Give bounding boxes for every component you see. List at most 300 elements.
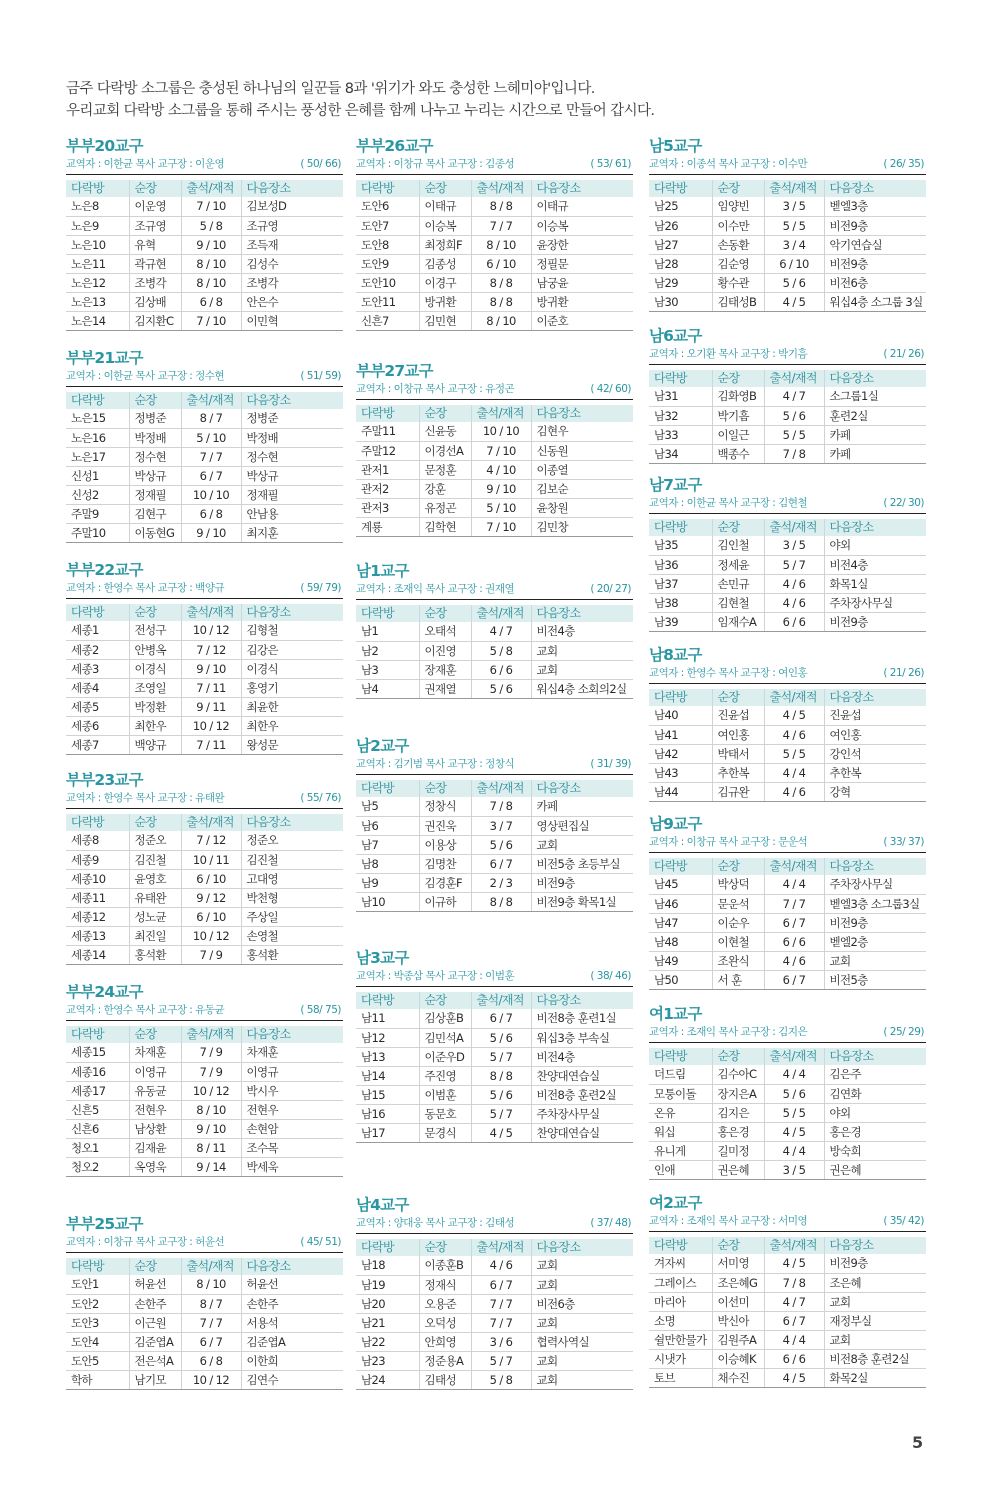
intro-text (66, 78, 946, 122)
cell-leader: 최진일 (129, 926, 181, 945)
district-block (649, 475, 926, 632)
column-header: 다음장소 (824, 519, 926, 536)
cell-attendance: 7 / 9 (181, 1062, 241, 1081)
cell-darakbang: 세종14 (66, 945, 129, 964)
cell-darakbang: 노은8 (66, 197, 129, 216)
column-header: 다음장소 (241, 814, 343, 831)
cell-darakbang: 인애 (649, 1160, 712, 1179)
cell-darakbang: 남30 (649, 292, 712, 311)
table-row (66, 907, 343, 926)
cell-next-place: 강혁 (824, 782, 926, 801)
cell-attendance: 6 / 7 (471, 1275, 531, 1294)
district-staff: 교역자 : 한영수 목사 교구장 : 여인홍 (649, 667, 808, 679)
district-block (356, 948, 633, 1143)
column-header: 다음장소 (531, 405, 633, 422)
table-row (66, 621, 343, 640)
cell-darakbang: 남28 (649, 254, 712, 273)
cell-attendance: 10 / 12 (181, 926, 241, 945)
cell-attendance: 2 / 3 (471, 873, 531, 892)
cell-leader: 백양규 (129, 735, 181, 754)
cell-leader: 김지은 (712, 1103, 764, 1122)
cell-attendance: 7 / 8 (764, 444, 824, 463)
cell-leader: 김화영B (712, 387, 764, 406)
table-row (649, 235, 926, 254)
column-header: 출석/재적 (471, 405, 531, 422)
cell-attendance: 6 / 10 (471, 254, 531, 273)
district-block (649, 136, 926, 312)
cell-attendance: 5 / 7 (471, 1351, 531, 1370)
table-row (66, 716, 343, 735)
table-row (356, 235, 633, 254)
cell-darakbang: 도안4 (66, 1332, 129, 1351)
table-row (66, 311, 343, 330)
table-row (356, 460, 633, 479)
district-info (66, 580, 343, 599)
cell-leader: 박상덕 (712, 875, 764, 894)
column-header: 출석/재적 (471, 1239, 531, 1256)
cell-attendance: 10 / 10 (181, 485, 241, 504)
cell-darakbang: 세종10 (66, 869, 129, 888)
cell-darakbang: 노은10 (66, 235, 129, 254)
district-attendance-total: ( 33/ 37) (883, 836, 924, 848)
cell-leader: 김태성 (419, 1370, 471, 1389)
table-row (356, 873, 633, 892)
cell-darakbang: 도안5 (66, 1351, 129, 1370)
district-attendance-total: ( 45/ 51) (300, 1236, 341, 1248)
cell-attendance: 10 / 12 (181, 1370, 241, 1389)
cell-leader: 정수현 (129, 447, 181, 466)
table-row (66, 254, 343, 273)
table-row (356, 1313, 633, 1332)
cell-darakbang: 남27 (649, 235, 712, 254)
cell-darakbang: 남32 (649, 406, 712, 425)
cell-darakbang: 신흔5 (66, 1100, 129, 1119)
cell-leader: 김민현 (419, 311, 471, 330)
district-staff: 교역자 : 이한균 목사 교구장 : 이운영 (66, 158, 225, 170)
cell-attendance: 8 / 10 (181, 254, 241, 273)
cell-leader: 안병옥 (129, 640, 181, 659)
cell-attendance: 8 / 8 (471, 292, 531, 311)
table-row (356, 1275, 633, 1294)
column-header: 순장 (712, 519, 764, 536)
district-attendance-total: ( 35/ 42) (883, 1215, 924, 1227)
cell-darakbang: 겨자씨 (649, 1254, 712, 1273)
cell-leader: 길미정 (712, 1141, 764, 1160)
cell-attendance: 7 / 11 (181, 735, 241, 754)
column-header: 순장 (129, 1026, 181, 1043)
cell-darakbang: 계룡 (356, 517, 419, 536)
cell-darakbang: 세종13 (66, 926, 129, 945)
table-row (66, 659, 343, 678)
table-row (66, 235, 343, 254)
cell-darakbang: 남16 (356, 1104, 419, 1123)
column-header: 다음장소 (241, 180, 343, 197)
cell-next-place: 비전9층 (824, 254, 926, 273)
district-title: 부부23교구 (66, 771, 143, 789)
cell-darakbang: 남18 (356, 1256, 419, 1275)
column-header: 순장 (419, 405, 471, 422)
district-block (649, 1193, 926, 1388)
table-row (66, 945, 343, 964)
column-header: 다락방 (66, 814, 129, 831)
cell-next-place: 안남용 (241, 504, 343, 523)
table-row (66, 1332, 343, 1351)
table-row (649, 254, 926, 273)
column-header: 다락방 (649, 1048, 712, 1065)
column-header: 순장 (419, 780, 471, 797)
table-row (649, 387, 926, 406)
cell-leader: 문운석 (712, 894, 764, 913)
table-row (649, 406, 926, 425)
district-table (649, 519, 926, 632)
table-row (649, 932, 926, 951)
column-header: 다락방 (649, 519, 712, 536)
cell-leader: 정창식 (419, 797, 471, 816)
cell-leader: 동문호 (419, 1104, 471, 1123)
cell-next-place: 김준엽A (241, 1332, 343, 1351)
table-row (66, 1351, 343, 1370)
district-info (649, 665, 926, 684)
cell-leader: 김현구 (129, 504, 181, 523)
cell-next-place: 남궁윤 (531, 273, 633, 292)
cell-leader: 조은혜G (712, 1273, 764, 1292)
cell-darakbang: 학하 (66, 1370, 129, 1389)
cell-leader: 이진영 (419, 641, 471, 660)
column-header: 다락방 (356, 780, 419, 797)
table-row (649, 444, 926, 463)
cell-darakbang: 노은15 (66, 409, 129, 428)
cell-attendance: 4 / 6 (764, 593, 824, 612)
cell-attendance: 8 / 10 (471, 235, 531, 254)
cell-next-place: 비전9층 확목1실 (531, 892, 633, 911)
cell-attendance: 5 / 7 (471, 1047, 531, 1066)
cell-next-place: 교회 (531, 660, 633, 679)
cell-next-place: 비전9층 (824, 1254, 926, 1273)
cell-attendance: 6 / 7 (471, 854, 531, 873)
cell-leader: 성노균 (129, 907, 181, 926)
district-block (356, 561, 633, 699)
district-staff: 교역자 : 이한균 목사 교구장 : 김현철 (649, 497, 808, 509)
column-header: 출석/재적 (181, 392, 241, 409)
cell-leader: 김인철 (712, 536, 764, 555)
cell-next-place: 조은혜 (824, 1273, 926, 1292)
cell-next-place: 비전9층 (824, 612, 926, 631)
table-row (649, 744, 926, 763)
cell-darakbang: 남8 (356, 854, 419, 873)
cell-next-place: 협력사역실 (531, 1332, 633, 1351)
table-row (356, 441, 633, 460)
cell-leader: 홍은경 (712, 1122, 764, 1141)
table-row (356, 660, 633, 679)
table-row (66, 735, 343, 754)
cell-next-place: 주차장사무실 (824, 875, 926, 894)
column-header: 다음장소 (824, 858, 926, 875)
cell-darakbang: 마리아 (649, 1292, 712, 1311)
cell-attendance: 5 / 8 (471, 1370, 531, 1389)
district-block (649, 645, 926, 802)
cell-darakbang: 남38 (649, 593, 712, 612)
cell-attendance: 9 / 14 (181, 1157, 241, 1176)
cell-next-place: 김은주 (824, 1065, 926, 1084)
table-row (356, 816, 633, 835)
district-block (66, 560, 343, 755)
cell-next-place: 이태규 (531, 197, 633, 216)
cell-attendance: 6 / 6 (764, 932, 824, 951)
cell-darakbang: 남3 (356, 660, 419, 679)
column-header: 순장 (712, 1048, 764, 1065)
column-header: 순장 (712, 858, 764, 875)
table-header-row (356, 405, 633, 422)
table-header-row (66, 1258, 343, 1275)
cell-next-place: 안은수 (241, 292, 343, 311)
cell-leader: 김순영 (712, 254, 764, 273)
cell-leader: 조병각 (129, 273, 181, 292)
table-row (649, 1065, 926, 1084)
district-attendance-total: ( 51/ 59) (300, 370, 341, 382)
table-row (66, 292, 343, 311)
district-title: 부부21교구 (66, 349, 143, 367)
table-row (649, 1103, 926, 1122)
table-row (66, 697, 343, 716)
table-header-row (649, 180, 926, 197)
table-row (356, 622, 633, 641)
cell-darakbang: 남10 (356, 892, 419, 911)
cell-leader: 진윤섭 (712, 706, 764, 725)
table-row (649, 763, 926, 782)
cell-next-place: 김민창 (531, 517, 633, 536)
cell-next-place: 비전9층 (531, 873, 633, 892)
column-header: 순장 (129, 814, 181, 831)
column-header: 출석/재적 (471, 605, 531, 622)
district-block (66, 770, 343, 965)
cell-attendance: 3 / 5 (764, 536, 824, 555)
cell-darakbang: 남36 (649, 555, 712, 574)
table-row (66, 1100, 343, 1119)
district-title: 남9교구 (649, 815, 702, 833)
cell-leader: 신윤동 (419, 422, 471, 441)
district-attendance-total: ( 38/ 46) (590, 970, 631, 982)
cell-darakbang: 남29 (649, 273, 712, 292)
cell-next-place: 카페 (824, 425, 926, 444)
district-info (66, 368, 343, 387)
cell-next-place: 손영철 (241, 926, 343, 945)
cell-darakbang: 남45 (649, 875, 712, 894)
cell-next-place: 비전4층 (531, 622, 633, 641)
table-header-row (356, 1239, 633, 1256)
cell-attendance: 7 / 9 (181, 945, 241, 964)
cell-attendance: 4 / 6 (764, 782, 824, 801)
table-header-row (649, 1048, 926, 1065)
cell-attendance: 4 / 4 (764, 1330, 824, 1349)
table-header-row (66, 392, 343, 409)
column-header: 순장 (712, 180, 764, 197)
district-title: 여1교구 (649, 1005, 702, 1023)
column-header: 다음장소 (824, 180, 926, 197)
cell-leader: 서미영 (712, 1254, 764, 1273)
cell-darakbang: 남1 (356, 622, 419, 641)
cell-attendance: 4 / 5 (764, 292, 824, 311)
table-row (66, 1138, 343, 1157)
table-row (649, 1273, 926, 1292)
table-row (649, 1330, 926, 1349)
cell-attendance: 6 / 6 (764, 612, 824, 631)
cell-next-place: 카페 (531, 797, 633, 816)
cell-next-place: 조병각 (241, 273, 343, 292)
column-header: 순장 (419, 180, 471, 197)
cell-attendance: 7 / 12 (181, 831, 241, 850)
cell-leader: 전현우 (129, 1100, 181, 1119)
cell-attendance: 9 / 12 (181, 888, 241, 907)
cell-leader: 이종훈B (419, 1256, 471, 1275)
cell-darakbang: 남40 (649, 706, 712, 725)
column-header: 출석/재적 (764, 858, 824, 875)
table-row (66, 504, 343, 523)
table-header-row (356, 992, 633, 1009)
cell-next-place: 워십4층 소회의2실 (531, 679, 633, 698)
table-row (66, 1294, 343, 1313)
cell-next-place: 훈련2실 (824, 406, 926, 425)
cell-attendance: 3 / 5 (764, 197, 824, 216)
cell-darakbang: 쉴만한물가 (649, 1330, 712, 1349)
table-row (356, 1256, 633, 1275)
table-row (356, 197, 633, 216)
cell-darakbang: 남50 (649, 970, 712, 989)
cell-next-place: 화목2실 (824, 1368, 926, 1387)
cell-next-place: 김강은 (241, 640, 343, 659)
column-header: 다음장소 (824, 1237, 926, 1254)
cell-next-place: 비전6층 (824, 273, 926, 292)
cell-leader: 정세윤 (712, 555, 764, 574)
cell-attendance: 5 / 10 (181, 428, 241, 447)
cell-attendance: 6 / 6 (764, 1349, 824, 1368)
cell-leader: 이용상 (419, 835, 471, 854)
cell-attendance: 4 / 5 (764, 706, 824, 725)
district-staff: 교역자 : 김기범 목사 교구장 : 정창식 (356, 758, 515, 770)
district-info (66, 156, 343, 175)
cell-darakbang: 남46 (649, 894, 712, 913)
cell-leader: 이근원 (129, 1313, 181, 1332)
cell-attendance: 5 / 6 (764, 406, 824, 425)
cell-attendance: 9 / 10 (471, 479, 531, 498)
cell-next-place: 소그룹1실 (824, 387, 926, 406)
cell-next-place: 차재훈 (241, 1043, 343, 1062)
district-info (649, 495, 926, 514)
table-row (649, 951, 926, 970)
cell-attendance: 3 / 7 (471, 816, 531, 835)
table-row (649, 1292, 926, 1311)
column-header: 순장 (129, 392, 181, 409)
cell-darakbang: 남11 (356, 1009, 419, 1028)
cell-leader: 문경식 (419, 1123, 471, 1142)
district-staff: 교역자 : 한영수 목사 교구장 : 유동균 (66, 1004, 225, 1016)
cell-leader: 옥영욱 (129, 1157, 181, 1176)
table-row (66, 1370, 343, 1389)
cell-darakbang: 주말11 (356, 422, 419, 441)
table-row (649, 1311, 926, 1330)
cell-darakbang: 모퉁이돌 (649, 1084, 712, 1103)
table-row (356, 1370, 633, 1389)
district-staff: 교역자 : 오기환 목사 교구장 : 박기흠 (649, 348, 808, 360)
cell-next-place: 주차장사무실 (531, 1104, 633, 1123)
cell-attendance: 4 / 5 (471, 1123, 531, 1142)
district-info (356, 968, 633, 987)
district-staff: 교역자 : 조재익 목사 교구장 : 김지은 (649, 1026, 808, 1038)
column-header: 다락방 (66, 180, 129, 197)
cell-next-place: 최윤한 (241, 697, 343, 716)
cell-attendance: 6 / 7 (471, 1009, 531, 1028)
cell-attendance: 7 / 10 (471, 441, 531, 460)
column-header: 순장 (712, 370, 764, 387)
cell-leader: 박정환 (129, 697, 181, 716)
cell-next-place: 교회 (531, 1313, 633, 1332)
cell-leader: 조규영 (129, 216, 181, 235)
cell-darakbang: 관저3 (356, 498, 419, 517)
cell-darakbang: 청오2 (66, 1157, 129, 1176)
table-row (66, 1157, 343, 1176)
cell-next-place: 비전4층 (531, 1047, 633, 1066)
cell-next-place: 비전5층 (824, 970, 926, 989)
cell-darakbang: 도안6 (356, 197, 419, 216)
cell-leader: 곽규현 (129, 254, 181, 273)
column-header: 출석/재적 (764, 519, 824, 536)
column-header: 다음장소 (241, 392, 343, 409)
table-header-row (649, 689, 926, 706)
cell-leader: 이승혜K (712, 1349, 764, 1368)
cell-attendance: 5 / 6 (764, 273, 824, 292)
column-header: 출석/재적 (764, 1237, 824, 1254)
cell-next-place: 고대영 (241, 869, 343, 888)
cell-leader: 최정희F (419, 235, 471, 254)
cell-next-place: 정재필 (241, 485, 343, 504)
cell-leader: 장지은A (712, 1084, 764, 1103)
table-row (649, 913, 926, 932)
cell-next-place: 조득재 (241, 235, 343, 254)
cell-next-place: 방귀환 (531, 292, 633, 311)
table-row (356, 1104, 633, 1123)
table-row (66, 273, 343, 292)
column-header: 출석/재적 (764, 1048, 824, 1065)
cell-next-place: 교회 (531, 1275, 633, 1294)
district-info (356, 1215, 633, 1234)
district-title: 남1교구 (356, 562, 409, 580)
table-row (649, 1141, 926, 1160)
cell-attendance: 5 / 7 (471, 1104, 531, 1123)
cell-leader: 이동현G (129, 523, 181, 542)
district-table (649, 180, 926, 312)
district-staff: 교역자 : 이창규 목사 교구장 : 허윤선 (66, 1236, 225, 1248)
cell-leader: 정재필 (129, 485, 181, 504)
cell-next-place: 김성수 (241, 254, 343, 273)
district-attendance-total: ( 55/ 76) (300, 792, 341, 804)
cell-leader: 김진철 (129, 850, 181, 869)
cell-darakbang: 세종17 (66, 1081, 129, 1100)
district-block (66, 1214, 343, 1390)
cell-leader: 박정배 (129, 428, 181, 447)
district-attendance-total: ( 37/ 48) (590, 1217, 631, 1229)
cell-next-place: 악기연습실 (824, 235, 926, 254)
district-info (356, 381, 633, 400)
cell-darakbang: 신흔6 (66, 1119, 129, 1138)
table-row (66, 831, 343, 850)
district-info (649, 346, 926, 365)
district-table (356, 780, 633, 912)
cell-leader: 김현철 (712, 593, 764, 612)
district-title: 남7교구 (649, 476, 702, 494)
cell-next-place: 허윤선 (241, 1275, 343, 1294)
table-row (66, 678, 343, 697)
cell-darakbang: 남47 (649, 913, 712, 932)
district-attendance-total: ( 50/ 66) (300, 158, 341, 170)
